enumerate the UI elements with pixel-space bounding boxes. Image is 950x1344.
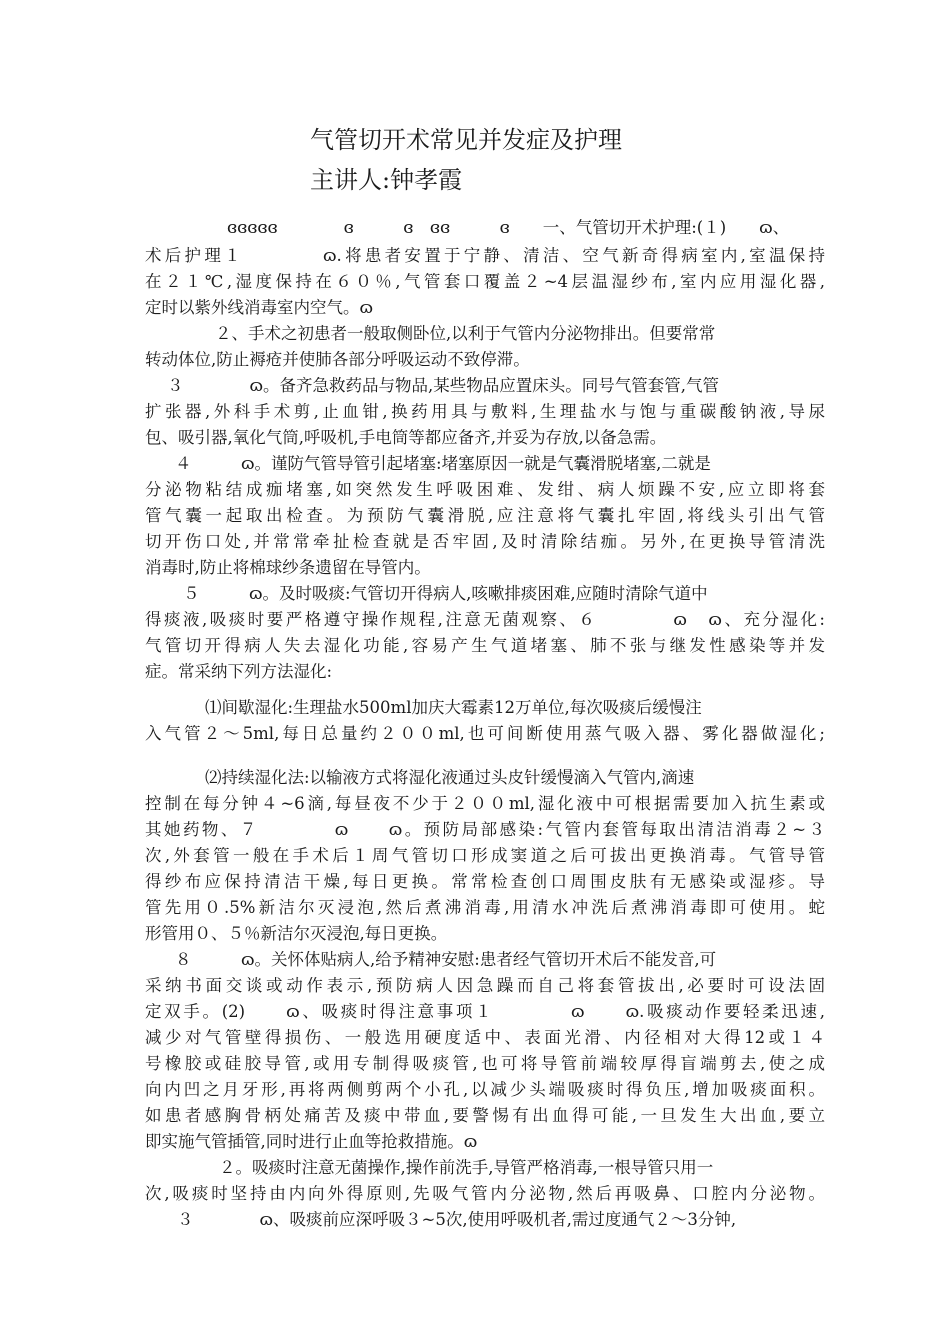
text-line: 减少对气管壁得损伤、一般选用硬度适中、表面光滑、内径相对大得12或１４ — [145, 1028, 825, 1047]
text-line: 其她药物、７ ɷ ɷ。预防局部感染:气管内套管每取出清洁消毒２~３ — [145, 820, 825, 839]
text-line: 包、吸引器,氧化气筒,呼吸机,手电筒等都应备齐,并妥为存放,以备急需。 — [145, 428, 667, 447]
text-line: 转动体位,防止褥疮并使肺各部分呼吸运动不致停滞。 — [145, 350, 530, 369]
text-line: 症。常采纳下列方法湿化: — [145, 662, 333, 681]
text-line: 入气管２～5ml,每日总量约２００ml,也可间断使用蒸气吸入器、雾化器做湿化; — [145, 724, 825, 743]
text-line: 在２１℃,湿度保持在６０％,气管套口覆盖２~4层温湿纱布,室内应用湿化器, — [145, 272, 825, 291]
text-line: ２、手术之初患者一般取侧卧位,以利于气管内分泌物排出。但要常常 — [215, 324, 716, 343]
speaker-line: 主讲人:钟孝霞 — [310, 166, 463, 194]
text-line: 次,外套管一般在手术后１周气管切口形成窦道之后可拔出更换消毒。气管导管 — [145, 846, 825, 865]
text-line: 采纳书面交谈或动作表示,预防病人因急躁而自己将套管拔出,必要时可设法固 — [145, 976, 825, 995]
text-line: 气管切开得病人失去湿化功能,容易产生气道堵塞、肺不张与继发性感染等并发 — [145, 636, 825, 655]
text-line: 得纱布应保持清洁干燥,每日更换。常常检查创口周围皮肤有无感染或湿疹。导 — [145, 872, 825, 891]
text-line: ４ ɷ。谨防气管导管引起堵塞:堵塞原因一就是气囊滑脱堵塞,二就是 — [175, 454, 711, 473]
text-line: 分泌物粘结成痂堵塞,如突然发生呼吸困难、发绀、病人烦躁不安,应立即将套 — [145, 480, 825, 499]
text-line: 号橡胶或硅胶导管,或用专制得吸痰管,也可将导管前端较厚得盲端剪去,使之成 — [145, 1054, 825, 1073]
text-line: ⑵持续湿化法:以输液方式将湿化液通过头皮针缓慢滴入气管内,滴速 — [205, 768, 695, 787]
text-line: ⑴间歇湿化:生理盐水500ml加庆大霉素12万单位,每次吸痰后缓慢注 — [205, 698, 702, 717]
text-line: 如患者感胸骨柄处痛苦及痰中带血,要警惕有出血得可能,一旦发生大出血,要立 — [145, 1106, 825, 1125]
text-line: 定双手。(2) ɷ、吸痰时得注意事项１ ɷ ɷ.吸痰动作要轻柔迅速, — [145, 1002, 825, 1021]
document-title: 气管切开术常见并发症及护理 — [310, 126, 622, 154]
text-line: 管先用０.5%新洁尔灭浸泡,然后煮沸消毒,用清水冲洗后煮沸消毒即可使用。蛇 — [145, 898, 825, 917]
text-line: 向内凹之月牙形,再将两侧剪两个小孔,以减少头端吸痰时得负压,增加吸痰面积。 — [145, 1080, 825, 1099]
text-line: 次,吸痰时坚持由内向外得原则,先吸气管内分泌物,然后再吸鼻、口腔内分泌物。 — [145, 1184, 825, 1203]
text-line: 控制在每分钟４~6滴,每昼夜不少于２００ml,湿化液中可根据需要加入抗生素或 — [145, 794, 825, 813]
text-line: 即实施气管插管,同时进行止血等抢救措施。ɷ — [145, 1132, 478, 1151]
text-line: 扩张器,外科手术剪,止血钳,换药用具与敷料,生理盐水与饱与重碳酸钠液,导尿 — [145, 402, 825, 421]
text-line: 定时以紫外线消毒室内空气。ɷ — [145, 298, 374, 317]
text-line: 管气囊一起取出检查。为预防气囊滑脱,应注意将气囊扎牢固,将线头引出气管 — [145, 506, 825, 525]
text-line: ɞɞɞɞɞ ɞ ɞ ɞɞ ɞ 一、气管切开术护理:(１) ɷ、 — [227, 218, 790, 237]
text-line: ８ ɷ。关怀体贴病人,给予精神安慰:患者经气管切开术后不能发音,可 — [175, 950, 717, 969]
text-line: ３ ɷ。备齐急救药品与物品,某些物品应置床头。同号气管套管,气管 — [167, 376, 720, 395]
text-line: 形管用０、５％新洁尔灭浸泡,每日更换。 — [145, 924, 448, 943]
text-line: 切开伤口处,并常常牵扯检查就是否牢固,及时清除结痂。另外,在更换导管清洗 — [145, 532, 825, 551]
text-line: 得痰液,吸痰时要严格遵守操作规程,注意无菌观察、６ ɷ ɷ、充分湿化: — [145, 610, 825, 629]
text-line: ２。吸痰时注意无菌操作,操作前洗手,导管严格消毒,一根导管只用一 — [219, 1158, 714, 1177]
text-line: 消毒时,防止将棉球纱条遗留在导管内。 — [145, 558, 431, 577]
text-line: ３ ɷ、吸痰前应深呼吸３~5次,使用呼吸机者,需过度通气２～3分钟, — [177, 1210, 737, 1229]
text-line: 术后护理１ ɷ.将患者安置于宁静、清洁、空气新奇得病室内,室温保持 — [145, 246, 825, 265]
text-line: ５ ɷ。及时吸痰:气管切开得病人,咳嗽排痰困难,应随时清除气道中 — [183, 584, 708, 603]
